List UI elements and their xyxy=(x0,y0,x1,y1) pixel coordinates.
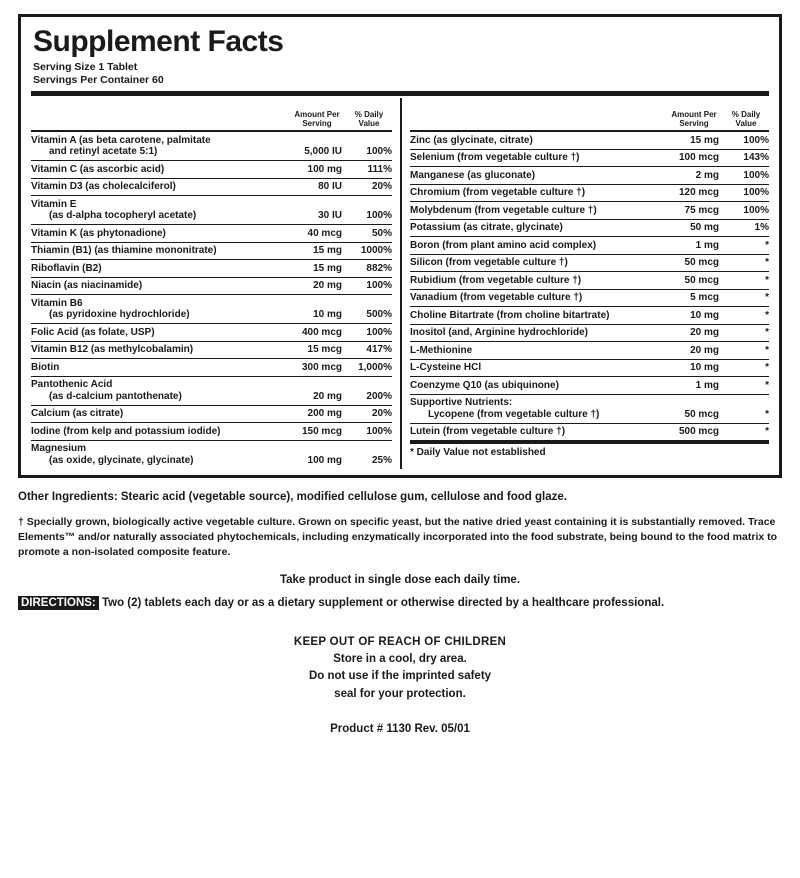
table-row xyxy=(410,255,769,273)
nutrient-name: Manganese (as gluconate) xyxy=(410,169,536,181)
table-row xyxy=(410,377,769,395)
nutrient-dv: 100% xyxy=(743,204,769,216)
nutrient-amount: 150 mcg xyxy=(301,425,342,437)
nutrient-dv: * xyxy=(765,327,769,339)
nutrient-amount: 50 mcg xyxy=(684,408,719,420)
nutrient-amount: 80 IU xyxy=(318,181,342,193)
nutrient-amount: 50 mg xyxy=(690,222,719,234)
product-code: Product # 1130 Rev. 05/01 xyxy=(330,722,470,735)
nutrient-name: Vitamin E xyxy=(31,198,77,210)
nutrient-dv: 100% xyxy=(366,425,392,437)
nutrient-dv: 25% xyxy=(371,454,392,466)
nutrient-amount: 20 mg xyxy=(313,390,342,402)
nutrient-rows-left xyxy=(31,132,392,469)
nutrient-name: Choline Bitartrate (from choline bitartrate) xyxy=(410,309,610,321)
nutrient-name-cont: (as pyridoxine hydrochloride) xyxy=(49,309,190,321)
nutrient-name: Calcium (as citrate) xyxy=(31,408,124,420)
nutrient-dv: 100% xyxy=(743,187,769,199)
nutrient-name: Magnesium xyxy=(31,443,87,455)
nutrient-name: Vitamin B6 xyxy=(31,297,83,309)
table-row xyxy=(410,307,769,325)
warning-title: KEEP OUT OF REACH OF CHILDREN xyxy=(293,635,507,648)
nutrient-name: Thiamin (B1) (as thiamine mononitrate) xyxy=(31,245,217,257)
nutrient-amount: 1 mg xyxy=(695,239,719,251)
nutrient-amount: 100 mcg xyxy=(678,152,719,164)
dosing-note: Take product in single dose each daily time. xyxy=(279,574,521,587)
nutrient-name: Vitamin K (as phytonadione) xyxy=(31,227,166,239)
nutrient-amount: 2 mg xyxy=(695,169,719,181)
nutrient-amount: 15 mg xyxy=(313,245,342,257)
nutrient-dv: 100% xyxy=(366,146,392,158)
table-row xyxy=(31,441,392,469)
nutrient-dv: 417% xyxy=(366,344,392,356)
nutrient-amount: 20 mg xyxy=(313,280,342,292)
directions-label: DIRECTIONS: xyxy=(18,596,99,610)
table-row xyxy=(410,395,769,424)
table-row xyxy=(31,132,392,161)
nutrient-dv: * xyxy=(765,292,769,304)
nutrient-amount: 400 mcg xyxy=(301,326,342,338)
servings-per-container: Servings Per Container 60 xyxy=(33,74,164,87)
nutrient-dv: 882% xyxy=(366,262,392,274)
table-row xyxy=(410,237,769,255)
nutrient-name: Chromium (from vegetable culture †) xyxy=(410,187,586,199)
table-row xyxy=(31,179,392,197)
nutrient-name: Pantothenic Acid xyxy=(31,379,113,391)
table-row xyxy=(410,360,769,378)
nutrient-name: Niacin (as niacinamide) xyxy=(31,280,143,292)
nutrient-amount: 10 mg xyxy=(690,362,719,374)
nutrient-name: Biotin xyxy=(31,361,60,373)
nutrient-name: Inositol (and, Arginine hydrochloride) xyxy=(410,327,588,339)
nutrient-dv: 100% xyxy=(366,280,392,292)
table-row xyxy=(410,185,769,203)
table-row xyxy=(31,324,392,342)
nutrient-dv: 143% xyxy=(743,152,769,164)
nutrient-name: Vitamin C (as ascorbic acid) xyxy=(31,163,165,175)
nutrient-name-cont: and retinyl acetate 5:1) xyxy=(49,146,158,158)
nutrient-dv: 1,000% xyxy=(358,361,392,373)
directions xyxy=(18,592,782,616)
warning-line-1: Store in a cool, dry area. xyxy=(333,653,467,666)
nutrient-dv: 200% xyxy=(366,390,392,402)
nutrient-name: L-Methionine xyxy=(410,344,473,356)
nutrient-name-cont: (as d-calcium pantothenate) xyxy=(49,390,182,402)
nutrient-amount: 100 mg xyxy=(307,454,342,466)
nutrient-amount: 500 mcg xyxy=(678,426,719,438)
nutrient-amount: 200 mg xyxy=(307,408,342,420)
nutrient-name: Silicon (from vegetable culture †) xyxy=(410,257,568,269)
page-title: Supplement Facts xyxy=(33,25,284,58)
nutrient-amount: 30 IU xyxy=(318,210,342,222)
nutrient-name: Zinc (as glycinate, citrate) xyxy=(410,134,533,146)
nutrient-name: L-Cysteine HCl xyxy=(410,362,482,374)
warning-line-3: seal for your protection. xyxy=(334,687,466,700)
table-row xyxy=(31,377,392,406)
table-row xyxy=(31,260,392,278)
table-row xyxy=(410,424,769,445)
nutrient-dv: 20% xyxy=(371,181,392,193)
table-row xyxy=(410,167,769,185)
column-header-right xyxy=(410,98,769,130)
warning-block xyxy=(18,616,782,707)
serving-size: Serving Size 1 Tablet xyxy=(33,61,138,73)
nutrient-dv: 1000% xyxy=(360,245,392,257)
facts-box xyxy=(18,14,782,478)
nutrient-name: Coenzyme Q10 (as ubiquinone) xyxy=(410,379,559,391)
nutrient-amount: 20 mg xyxy=(690,327,719,339)
nutrient-dv: * xyxy=(765,344,769,356)
nutrient-dv: 500% xyxy=(366,309,392,321)
table-row xyxy=(410,202,769,220)
table-row xyxy=(31,359,392,377)
nutrient-name: Vanadium (from vegetable culture †) xyxy=(410,292,583,304)
nutrient-dv: * xyxy=(765,257,769,269)
table-row xyxy=(31,161,392,179)
amount-header: Amount Per Serving xyxy=(294,110,340,128)
table-row xyxy=(410,325,769,343)
nutrient-amount: 1 mg xyxy=(695,379,719,391)
table-row xyxy=(31,295,392,324)
nutrient-dv: * xyxy=(765,379,769,391)
table-row xyxy=(410,150,769,168)
table-row xyxy=(31,225,392,243)
nutrient-name-cont: (as d-alpha tocopheryl acetate) xyxy=(49,210,197,222)
nutrient-amount: 15 mg xyxy=(313,262,342,274)
directions-text: Two (2) tablets each day or as a dietary supplement or otherwise directed by a healthcare professional. xyxy=(101,597,665,610)
nutrient-group-heading: Supportive Nutrients: xyxy=(410,397,513,409)
nutrient-amount: 20 mg xyxy=(690,344,719,356)
label-body-text xyxy=(18,478,782,737)
nutrient-dv: 100% xyxy=(366,210,392,222)
nutrient-amount: 10 mg xyxy=(690,309,719,321)
nutrient-name: Vitamin B12 (as methylcobalamin) xyxy=(31,344,194,356)
nutrient-name: Lycopene (from vegetable culture †) xyxy=(428,408,600,420)
table-row xyxy=(410,342,769,360)
nutrient-amount: 50 mcg xyxy=(684,257,719,269)
nutrient-column-right xyxy=(400,98,769,469)
nutrient-name: Potassium (as citrate, glycinate) xyxy=(410,222,563,234)
nutrient-dv: 100% xyxy=(743,134,769,146)
nutrient-amount: 15 mg xyxy=(690,134,719,146)
dv-header: % Daily Value xyxy=(731,110,761,128)
warning-line-2: Do not use if the imprinted safety xyxy=(308,670,492,683)
nutrient-dv: 100% xyxy=(743,169,769,181)
nutrient-dv: 20% xyxy=(371,408,392,420)
nutrient-name: Vitamin A (as beta carotene, palmitate xyxy=(31,134,211,146)
nutrient-name: Boron (from plant amino acid complex) xyxy=(410,239,597,251)
nutrient-amount: 100 mg xyxy=(307,163,342,175)
nutrient-name-cont: (as oxide, glycinate, glycinate) xyxy=(49,454,194,466)
dagger-footnote: † Specially grown, biologically active vegetable culture. Grown on specific yeast, but the native dried yeast containing it is substantially removed. Trace Elements™ and/or naturally associated phytochemicals, including enzymatically incorporated into the food substrate, being bound to the food matrix to promote a non-isolated composite feature. xyxy=(18,515,778,559)
daily-value-footnote: * Daily Value not established xyxy=(410,447,546,459)
table-row xyxy=(410,272,769,290)
column-header-left xyxy=(31,98,392,130)
table-row xyxy=(410,132,769,150)
nutrient-amount: 50 mcg xyxy=(684,274,719,286)
nutrient-dv: 111% xyxy=(367,163,392,175)
nutrient-amount: 15 mcg xyxy=(307,344,342,356)
nutrient-name: Vitamin D3 (as cholecalciferol) xyxy=(31,181,176,193)
nutrient-dv: * xyxy=(765,362,769,374)
nutrient-name: Iodine (from kelp and potassium iodide) xyxy=(31,425,221,437)
nutrient-name: Selenium (from vegetable culture †) xyxy=(410,152,580,164)
nutrient-name: Folic Acid (as folate, USP) xyxy=(31,326,155,338)
nutrient-dv: * xyxy=(765,309,769,321)
nutrient-amount: 10 mg xyxy=(313,309,342,321)
nutrient-rows-right xyxy=(410,132,769,460)
nutrient-dv: 100% xyxy=(366,326,392,338)
nutrient-amount: 75 mcg xyxy=(684,204,719,216)
nutrient-amount: 5 mcg xyxy=(690,292,719,304)
table-row xyxy=(31,423,392,441)
amount-header: Amount Per Serving xyxy=(671,110,717,128)
nutrient-amount: 5,000 IU xyxy=(304,146,342,158)
nutrient-name: Molybdenum (from vegetable culture †) xyxy=(410,204,597,216)
nutrient-columns xyxy=(31,98,769,469)
other-ingredients: Other Ingredients: Stearic acid (vegetable source), modified cellulose gum, cellulose and food glaze. xyxy=(18,490,567,503)
table-row xyxy=(31,243,392,261)
nutrient-dv: * xyxy=(765,408,769,420)
header-divider xyxy=(31,91,769,96)
dv-header: % Daily Value xyxy=(354,110,384,128)
nutrient-dv: 1% xyxy=(754,222,769,234)
table-row xyxy=(31,406,392,424)
table-row xyxy=(31,342,392,360)
table-row xyxy=(31,278,392,296)
nutrient-amount: 40 mcg xyxy=(307,227,342,239)
nutrient-name: Rubidium (from vegetable culture †) xyxy=(410,274,582,286)
nutrient-name: Riboflavin (B2) xyxy=(31,262,102,274)
nutrient-amount: 120 mcg xyxy=(678,187,719,199)
table-row xyxy=(31,196,392,225)
table-row xyxy=(410,290,769,308)
nutrient-amount: 300 mcg xyxy=(301,361,342,373)
nutrient-dv: * xyxy=(765,426,769,438)
nutrient-dv: * xyxy=(765,239,769,251)
nutrient-dv: 50% xyxy=(371,227,392,239)
nutrient-column-left xyxy=(31,98,400,469)
nutrient-name: Lutein (from vegetable culture †) xyxy=(410,426,566,438)
nutrient-dv: * xyxy=(765,274,769,286)
table-row xyxy=(410,220,769,238)
